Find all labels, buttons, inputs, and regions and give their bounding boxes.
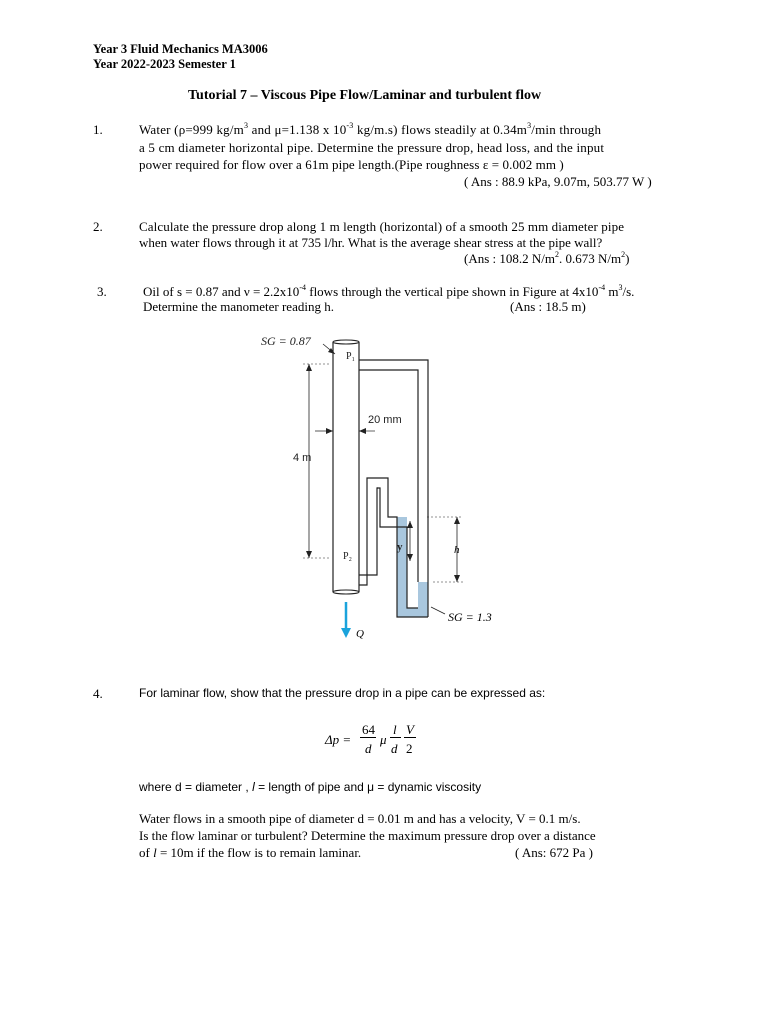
q2-number: 2.: [93, 219, 103, 234]
q1-line1: Water (ρ=999 $kg/m^3$ and μ=1.138 x $10^{-3}$ kg/m.s) flows steadily at $0.34m^3/\min$ through: [139, 120, 602, 137]
q3-line2: Determine the manometer reading h.: [143, 299, 334, 314]
manometer-figure: [255, 330, 505, 655]
q1-line3: power required for flow over a 61m pipe length.(Pipe roughness ε = 0.002 mm ): [139, 157, 564, 172]
q1-number: 1.: [93, 122, 103, 137]
q-label: Q: [356, 628, 364, 640]
q4-p2-line3: of l = 10m if the flow is to remain laminar.: [139, 845, 362, 860]
sg-bottom-label: SG = 1.3: [448, 610, 492, 624]
eq-num-v: V: [406, 722, 414, 737]
q3-answer: (Ans : 18.5 m): [510, 299, 586, 314]
q4-number: 4.: [93, 686, 103, 701]
q4-line1: For laminar flow, show that the pressure drop in a pipe can be expressed as:: [139, 686, 546, 700]
tutorial-title: Tutorial 7 – Viscous Pipe Flow/Laminar and turbulent flow: [188, 88, 542, 103]
dim-20mm-label: 20 mm: [368, 414, 402, 426]
eq-den-d2: d: [391, 741, 398, 756]
sg-top-label: SG = 0.87: [261, 334, 311, 348]
q4-where: where d = diameter , l = length of pipe and μ = dynamic viscosity: [139, 780, 482, 794]
y-label: y: [397, 541, 403, 553]
eq-num-l: l: [393, 722, 397, 737]
eq-num-64: 64: [362, 722, 375, 737]
dim-4m-label: 4 m: [293, 452, 312, 464]
eq-den-d1: d: [365, 741, 372, 756]
eq-lhs: Δp =: [325, 732, 352, 747]
q2-answer: (Ans : 108.2 $N/m^2$. 0.673 $N/m^2$): [464, 249, 630, 266]
q1-line2: a 5 cm diameter horizontal pipe. Determine the pressure drop, head loss, and the input: [139, 140, 605, 155]
p2-label: P₂: [343, 551, 353, 562]
q3-line1: Oil of s = 0.87 and $\nu = 2.2x10^{-4}$ flows through the vertical pipe shown in Figure at $4x10^{-4}$ $m^3/s$.: [143, 282, 635, 299]
q4-answer: ( Ans: 672 Pa ): [515, 845, 593, 860]
pressure-drop-equation: [325, 722, 435, 764]
q2-line2: when water flows through it at 735 l/hr. What is the average shear stress at the pipe wall?: [139, 235, 603, 250]
semester-line: Year 2022-2023 Semester 1: [93, 57, 236, 71]
q1-answer: ( Ans : 88.9 kPa, 9.07m, 503.77 W ): [464, 174, 652, 189]
q3-number: 3.: [97, 284, 107, 299]
eq-den-2: 2: [406, 741, 413, 756]
h-label: h: [454, 544, 460, 556]
eq-mu: μ: [380, 732, 387, 747]
manometer-diagram: [255, 330, 505, 655]
q2-line1: Calculate the pressure drop along 1 m length (horizontal) of a smooth 25 mm diameter pipe: [139, 219, 625, 234]
q4-p2-line1: Water flows in a smooth pipe of diameter d = 0.01 m and has a velocity, V = 0.1 m/s.: [139, 811, 581, 826]
course-title: Year 3 Fluid Mechanics MA3006: [93, 42, 268, 56]
p1-label: P₁: [346, 351, 356, 362]
q4-p2-line2: Is the flow laminar or turbulent? Determine the maximum pressure drop over a distance: [139, 828, 596, 843]
